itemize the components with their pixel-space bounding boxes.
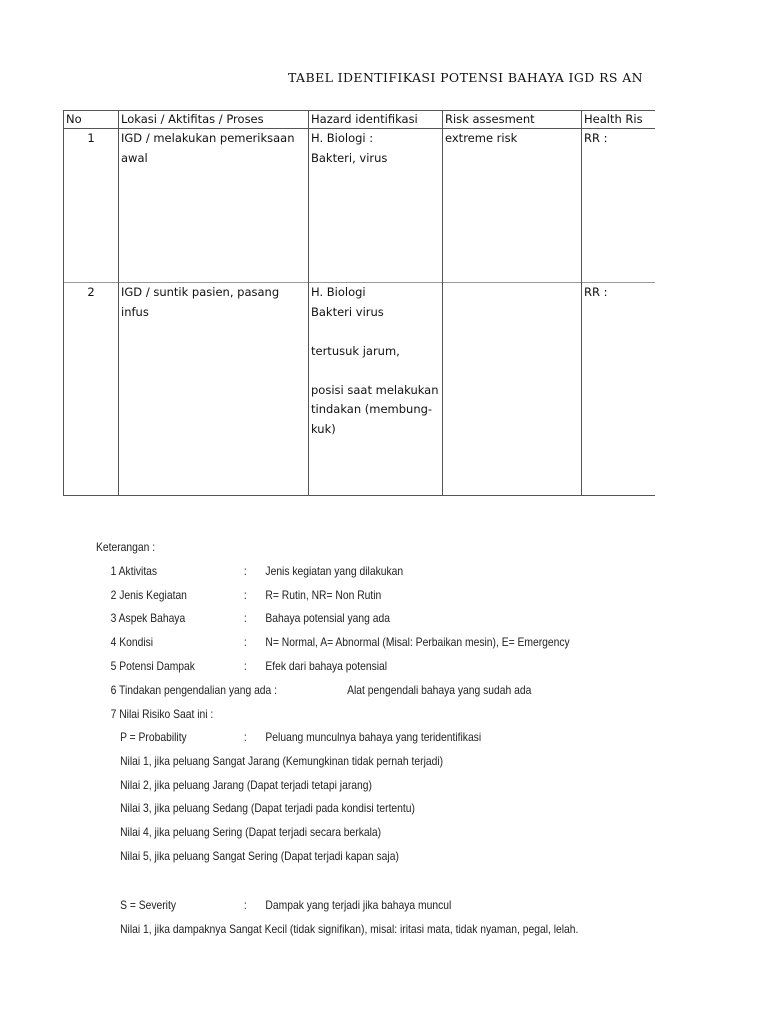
probability-level-text: Nilai 3, jika peluang Sedang (Dapat terjadi pada kondisi tertentu) <box>120 801 415 815</box>
row-1-hazard-line: H. Biologi : <box>311 131 374 145</box>
probability-level-text: Nilai 2, jika peluang Jarang (Dapat terjadi tetapi jarang) <box>120 778 372 792</box>
row-2-hazard-line <box>311 322 440 342</box>
note-key: 3 Aspek Bahaya <box>110 611 186 625</box>
row-2-hazard-line: kuk) <box>311 421 336 436</box>
row-2-hazard-line: tertusuk jarum, <box>311 343 400 358</box>
note-key: 2 Jenis Kegiatan <box>110 588 187 602</box>
row-2-hazard-line: posisi saat melakukan <box>311 382 439 397</box>
row-1-health-line: RR : <box>584 131 608 145</box>
row-1-health <box>582 129 656 283</box>
row-2-risk <box>443 283 582 496</box>
row-1-hazard <box>309 129 443 283</box>
note-value: R= Rutin, NR= Non Rutin <box>265 588 382 602</box>
severity-level-text: Nilai 1, jika dampaknya Sangat Kecil (tidak signifikan), misal: iritasi mata, tidak nyaman, pegal, lelah. <box>120 922 579 936</box>
header-hazard: Hazard identifikasi <box>309 111 443 129</box>
document-title: TABEL IDENTIFIKASI POTENSI BAHAYA IGD RS AN <box>288 70 643 85</box>
row-2-health-line: RR : <box>584 285 608 299</box>
header-no: No <box>64 111 119 129</box>
hazard-identification-table <box>63 110 655 496</box>
severity-separator: : <box>243 898 247 912</box>
row-1-lokasi-line: IGD / melakukan pemeriksaan <box>121 131 295 145</box>
header-risk: Risk assesment <box>443 111 582 129</box>
table-header-row <box>64 111 656 129</box>
note-value: N= Normal, A= Abnormal (Misal: Perbaikan mesin), E= Emergency <box>265 635 570 649</box>
row-1-lokasi-line: awal <box>121 150 148 165</box>
table-row <box>64 283 656 496</box>
table-row <box>64 129 656 283</box>
notes-heading-text: Keterangan : <box>96 540 156 554</box>
note-separator: : <box>243 564 247 578</box>
note-separator: : <box>243 635 247 649</box>
note-separator: : <box>243 588 247 602</box>
row-1-risk <box>443 129 582 283</box>
row-1-lokasi <box>119 129 309 283</box>
note-value: Efek dari bahaya potensial <box>265 659 388 673</box>
row-2-hazard <box>309 283 443 496</box>
probability-level-text: Nilai 5, jika peluang Sangat Sering (Dapat terjadi kapan saja) <box>120 849 399 863</box>
row-2-hazard-line <box>311 361 440 381</box>
row-2-lokasi-line: IGD / suntik pasien, pasang infus <box>121 285 280 319</box>
note-key: 1 Aktivitas <box>110 564 158 578</box>
probability-key: P = Probability <box>120 730 187 744</box>
probability-level-text: Nilai 4, jika peluang Sering (Dapat terjadi secara berkala) <box>120 825 382 839</box>
row-2-hazard-line: tindakan (membung- <box>311 402 433 416</box>
note-key: 6 Tindakan pengendalian yang ada : <box>110 683 278 697</box>
note-value: Alat pengendali bahaya yang sudah ada <box>347 683 532 697</box>
row-2-hazard-line: H. Biologi <box>311 285 366 299</box>
note-separator: : <box>243 659 247 673</box>
note-value: Jenis kegiatan yang dilakukan <box>265 564 404 578</box>
hazard-table-container <box>63 110 655 497</box>
row-2-no: 2 <box>64 283 119 496</box>
note-key: 7 Nilai Risiko Saat ini : <box>110 707 214 721</box>
row-1-hazard-line: Bakteri, virus <box>311 150 388 165</box>
note-key: 4 Kondisi <box>110 635 154 649</box>
note-key: 5 Potensi Dampak <box>110 659 195 673</box>
probability-value: Peluang munculnya bahaya yang teridentifikasi <box>265 730 482 744</box>
severity-key: S = Severity <box>120 898 177 912</box>
row-1-no: 1 <box>64 129 119 283</box>
row-2-health <box>582 283 656 496</box>
header-health-risk: Health Ris <box>582 111 656 129</box>
severity-value: Dampak yang terjadi jika bahaya muncul <box>265 898 452 912</box>
row-2-lokasi <box>119 283 309 496</box>
header-lokasi: Lokasi / Aktifitas / Proses <box>119 111 309 129</box>
row-1-risk-line: extreme risk <box>445 131 518 145</box>
probability-level-text: Nilai 1, jika peluang Sangat Jarang (Kemungkinan tidak pernah terjadi) <box>120 754 444 768</box>
note-separator: : <box>243 611 247 625</box>
probability-separator: : <box>243 730 247 744</box>
row-2-hazard-line: Bakteri virus <box>311 304 384 319</box>
note-value: Bahaya potensial yang ada <box>265 611 390 625</box>
